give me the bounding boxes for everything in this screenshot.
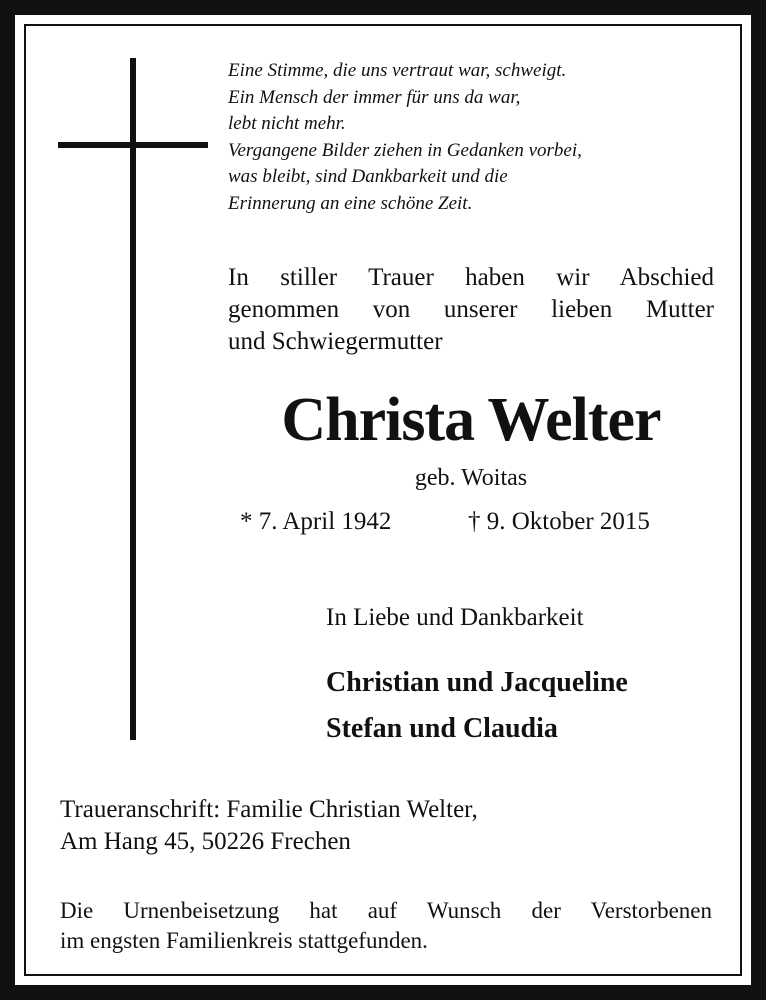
birth-date: * 7. April 1942 — [240, 508, 392, 535]
address-line: Traueranschrift: Familie Christian Welter, — [60, 796, 478, 823]
intro-line: genommen von unserer lieben Mutter — [228, 296, 714, 323]
poem-line: Ein Mensch der immer für uns da war, — [228, 86, 521, 108]
burial-note — [60, 896, 712, 956]
mourning-address — [60, 794, 478, 858]
family-member-line: Christian und Jacqueline — [326, 667, 628, 698]
poem-line: lebt nicht mehr. — [228, 113, 346, 134]
closing-phrase: In Liebe und Dankbarkeit — [326, 604, 584, 631]
poem-line: Erinnerung an eine schöne Zeit. — [228, 192, 473, 214]
address-line: Am Hang 45, 50226 Frechen — [60, 828, 351, 855]
intro-line: und Schwiegermutter — [228, 328, 443, 355]
family-signatures — [326, 660, 628, 752]
deceased-birth-name: geb. Woitas — [414, 465, 528, 491]
intro-line: In stiller Trauer haben wir Abschied — [228, 264, 714, 291]
death-date: † 9. Oktober 2015 — [468, 508, 650, 535]
note-line: im engsten Familienkreis stattgefunden. — [60, 928, 428, 953]
cross-icon-vertical-bar — [130, 58, 136, 740]
poem-line: was bleibt, sind Dankbarkeit und die — [228, 166, 508, 187]
announcement-intro — [228, 262, 714, 358]
poem-line: Vergangene Bilder ziehen in Gedanken vorbei, — [228, 139, 582, 161]
cross-icon-horizontal-bar — [58, 142, 208, 148]
note-line: Die Urnenbeisetzung hat auf Wunsch der Verstorbenen — [60, 898, 712, 923]
deceased-name: Christa Welter — [281, 386, 661, 454]
memorial-poem — [228, 58, 728, 217]
poem-line: Eine Stimme, die uns vertraut war, schweigt. — [228, 60, 567, 81]
family-member-line: Stefan und Claudia — [326, 713, 558, 744]
